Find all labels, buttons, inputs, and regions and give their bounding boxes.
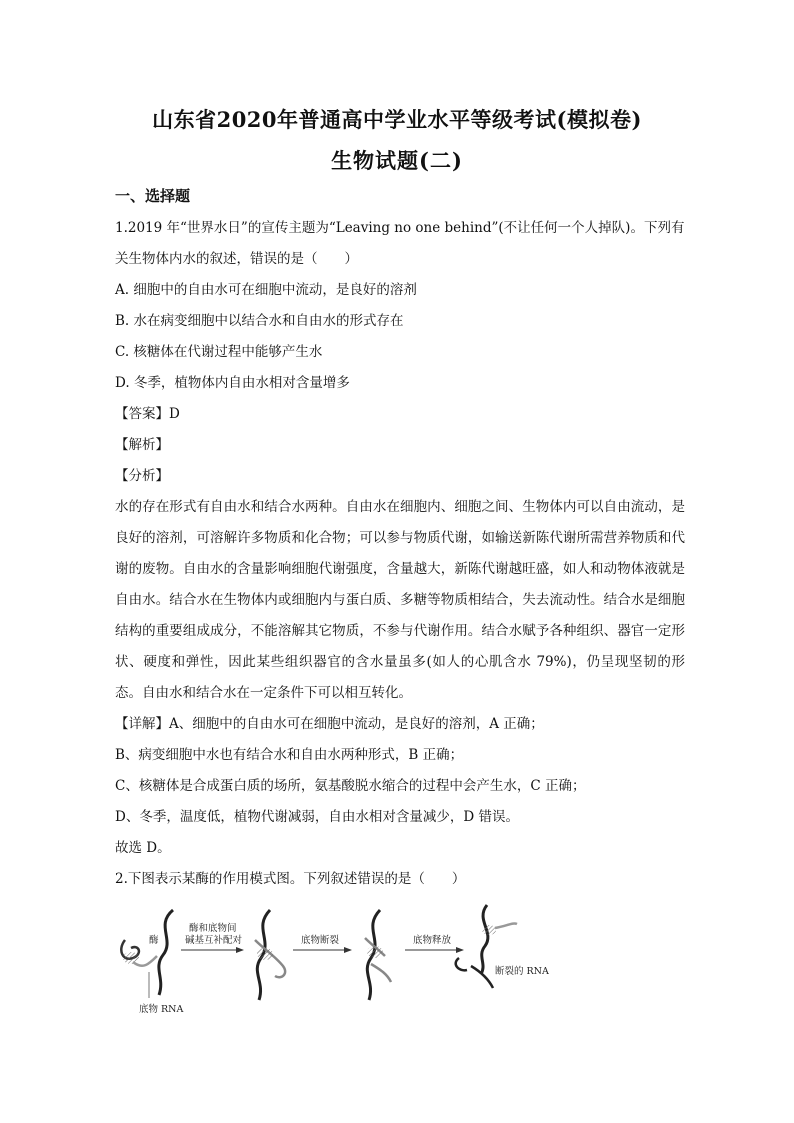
detail-line-a [115,709,685,740]
question-body [115,213,685,895]
conclusion: 故选 D。 [115,840,171,856]
q1-stem-line1: 1.2019 年“世界水日”的宣传主题为“Leaving no one behind”(不让任何一个人掉队)。下列有 [115,220,685,236]
stage4-released [456,905,549,988]
q1-option-c: C. 核糖体在代谢过程中能够产生水 [115,344,323,360]
enzyme-label: 酶 [149,935,159,946]
stage1-enzyme-substrate [121,910,173,995]
detail-line-b: B、病变细胞中水也有结合水和自由水两种形式，B 正确； [115,747,464,763]
q1-stem-line2: 关生物体内水的叙述，错误的是（ ） [115,251,358,267]
step1-label-line1: 酶和底物间 [189,923,237,934]
enzyme-diagram-svg [115,900,575,1020]
step1-label-line2: 碱基互补配对 [185,935,243,946]
exam-subtitle: 生物试题(二) [331,148,463,173]
exam-title: 山东省2020年普通高中学业水平等级考试(模拟卷) [152,107,642,132]
step3-label: 底物释放 [413,935,452,946]
stage3-cleaved [365,910,391,1000]
detail-line-c: C、核糖体是合成蛋白质的场所，氨基酸脱水缩合的过程中会产生水，C 正确； [115,778,586,794]
stage2-paired [255,910,285,1000]
broken-rna-label: 断裂的 RNA [495,966,549,977]
q1-option-b: B. 水在病变细胞中以结合水和自由水的形式存在 [115,313,404,329]
section-heading: 一、选择题 [115,187,191,205]
q1-option-d: D. 冬季，植物体内自由水相对含量增多 [115,375,350,391]
detail-label: 【详解】 [115,716,169,732]
detail-text-a: A、细胞中的自由水可在细胞中流动，是良好的溶剂，A 正确； [169,716,544,732]
answer-value: D [169,406,180,422]
q2-stem: 2.下图表示某酶的作用模式图。下列叙述错误的是（ ） [115,871,466,887]
jiexi-label: 【解析】 [115,437,169,453]
enzyme-diagram [115,900,575,1020]
step2-label: 底物断裂 [301,935,340,946]
fenxi-label: 【分析】 [115,468,169,484]
detail-line-d: D、冬季，温度低，植物代谢减弱，自由水相对含量减少，D 错误。 [115,809,519,825]
analysis-paragraph: 水的存在形式有自由水和结合水两种。自由水在细胞内、细胞之间、生物体内可以自由流动，是良好的溶剂，可溶解许多物质和化合物；可以参与物质代谢，如输送新陈代谢所需营养物质和代谢的废物。自由水的含量影响细胞代谢强度，含量越大，新陈代谢越旺盛，如人和动物体液就是自由水。结合水在生物体内或细胞内与蛋白质、多糖等物质相结合，失去流动性。结合水是细胞结构的重要组成成分，不能溶解其它物质，不参与代谢作用。结合水赋予各种组织、器官一定形状、硬度和弹性，因此某些组织器官的含水量虽多(如人的心肌含水 79%)，仍呈现坚韧的形态。自由水和结合水在一定条件下可以相互转化。 [115,499,685,701]
answer-label: 【答案】 [115,406,169,422]
q1-answer [115,399,685,430]
q1-option-a: A. 细胞中的自由水可在细胞中流动，是良好的溶剂 [115,282,417,298]
substrate-label: 底物 RNA [139,1004,184,1015]
